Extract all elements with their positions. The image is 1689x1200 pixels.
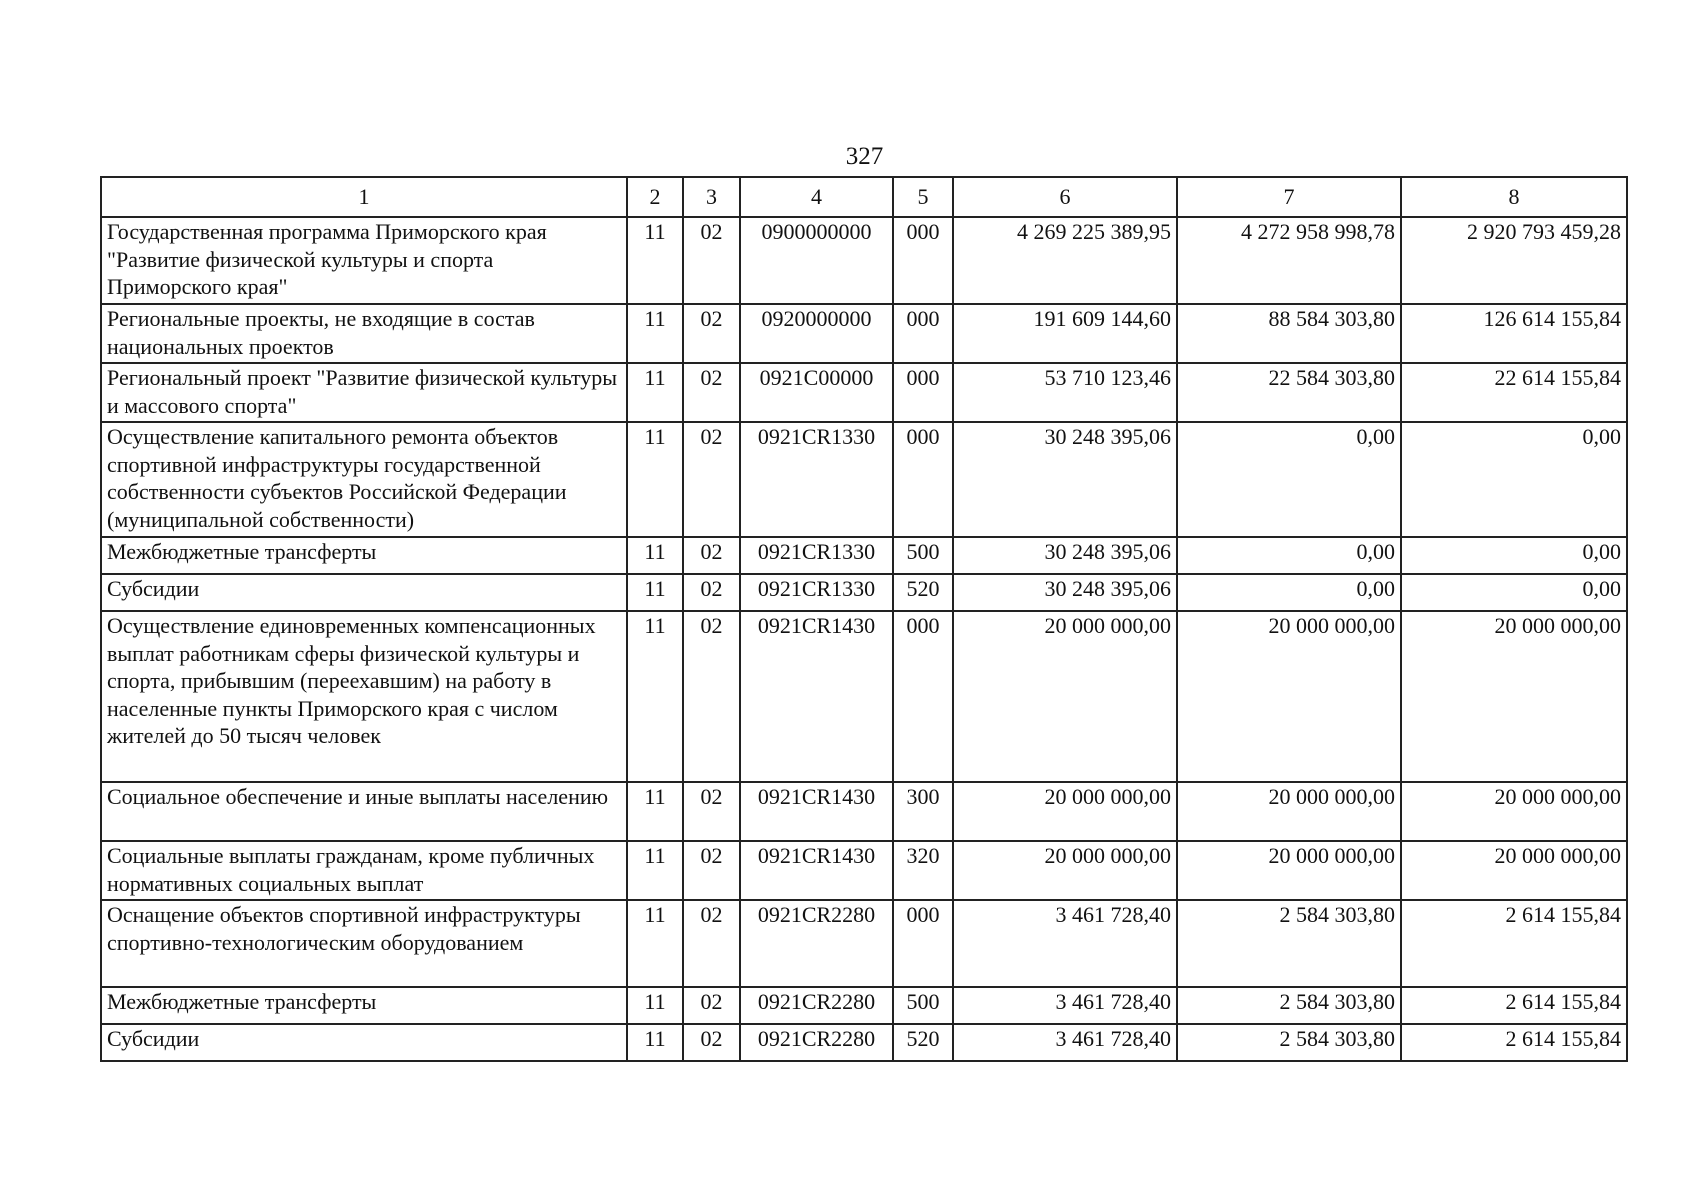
header-row bbox=[101, 177, 1627, 217]
target-article-code: 0921CR2280 bbox=[740, 987, 893, 1024]
amount-col-7: 22 584 303,80 bbox=[1177, 363, 1401, 422]
amount-col-6: 4 269 225 389,95 bbox=[953, 217, 1177, 304]
amount-col-7: 0,00 bbox=[1177, 574, 1401, 611]
amount-col-6: 20 000 000,00 bbox=[953, 841, 1177, 900]
amount-col-6: 30 248 395,06 bbox=[953, 537, 1177, 574]
column-header: 3 bbox=[683, 177, 740, 217]
target-article-code: 0921CR2280 bbox=[740, 900, 893, 987]
section-code: 11 bbox=[627, 987, 683, 1024]
amount-col-7: 0,00 bbox=[1177, 537, 1401, 574]
target-article-code: 0921CR1330 bbox=[740, 574, 893, 611]
amount-col-7: 4 272 958 998,78 bbox=[1177, 217, 1401, 304]
subsection-code: 02 bbox=[683, 611, 740, 782]
amount-col-6: 30 248 395,06 bbox=[953, 574, 1177, 611]
amount-col-8: 22 614 155,84 bbox=[1401, 363, 1627, 422]
subsection-code: 02 bbox=[683, 574, 740, 611]
amount-col-6: 53 710 123,46 bbox=[953, 363, 1177, 422]
expense-type-code: 300 bbox=[893, 782, 953, 841]
table-row bbox=[101, 537, 1627, 574]
expense-type-code: 520 bbox=[893, 1024, 953, 1061]
expense-type-code: 000 bbox=[893, 422, 953, 537]
row-name: Региональные проекты, не входящие в состав национальных проектов bbox=[101, 304, 627, 363]
expense-type-code: 500 bbox=[893, 537, 953, 574]
amount-col-8: 20 000 000,00 bbox=[1401, 611, 1627, 782]
expense-type-code: 520 bbox=[893, 574, 953, 611]
section-code: 11 bbox=[627, 422, 683, 537]
row-name: Социальные выплаты гражданам, кроме публичных нормативных социальных выплат bbox=[101, 841, 627, 900]
section-code: 11 bbox=[627, 363, 683, 422]
target-article-code: 0921CR1430 bbox=[740, 841, 893, 900]
amount-col-8: 20 000 000,00 bbox=[1401, 841, 1627, 900]
row-name: Субсидии bbox=[101, 574, 627, 611]
target-article-code: 0921CR1430 bbox=[740, 782, 893, 841]
amount-col-8: 0,00 bbox=[1401, 422, 1627, 537]
subsection-code: 02 bbox=[683, 422, 740, 537]
amount-col-6: 3 461 728,40 bbox=[953, 1024, 1177, 1061]
row-name: Межбюджетные трансферты bbox=[101, 987, 627, 1024]
row-name: Осуществление капитального ремонта объектов спортивной инфраструктуры государственной собственности субъектов Российской Федерации (муниципальной собственности) bbox=[101, 422, 627, 537]
subsection-code: 02 bbox=[683, 987, 740, 1024]
subsection-code: 02 bbox=[683, 841, 740, 900]
subsection-code: 02 bbox=[683, 217, 740, 304]
amount-col-6: 20 000 000,00 bbox=[953, 782, 1177, 841]
column-header: 4 bbox=[740, 177, 893, 217]
expense-type-code: 000 bbox=[893, 217, 953, 304]
table-row bbox=[101, 363, 1627, 422]
amount-col-8: 0,00 bbox=[1401, 574, 1627, 611]
amount-col-8: 2 614 155,84 bbox=[1401, 1024, 1627, 1061]
row-name: Государственная программа Приморского края "Развитие физической культуры и спорта Приморского края" bbox=[101, 217, 627, 304]
amount-col-8: 2 614 155,84 bbox=[1401, 900, 1627, 987]
expense-type-code: 320 bbox=[893, 841, 953, 900]
target-article-code: 0921CR1330 bbox=[740, 537, 893, 574]
expense-type-code: 500 bbox=[893, 987, 953, 1024]
target-article-code: 0900000000 bbox=[740, 217, 893, 304]
section-code: 11 bbox=[627, 574, 683, 611]
table-row bbox=[101, 574, 1627, 611]
amount-col-6: 30 248 395,06 bbox=[953, 422, 1177, 537]
subsection-code: 02 bbox=[683, 304, 740, 363]
target-article-code: 0921CR1430 bbox=[740, 611, 893, 782]
column-header: 6 bbox=[953, 177, 1177, 217]
table-row bbox=[101, 304, 1627, 363]
amount-col-7: 20 000 000,00 bbox=[1177, 841, 1401, 900]
subsection-code: 02 bbox=[683, 363, 740, 422]
table-row bbox=[101, 987, 1627, 1024]
page-number: 327 bbox=[845, 143, 884, 170]
row-name: Субсидии bbox=[101, 1024, 627, 1061]
row-name: Оснащение объектов спортивной инфраструктуры спортивно-технологическим оборудованием bbox=[101, 900, 627, 987]
amount-col-8: 126 614 155,84 bbox=[1401, 304, 1627, 363]
amount-col-6: 20 000 000,00 bbox=[953, 611, 1177, 782]
amount-col-6: 3 461 728,40 bbox=[953, 900, 1177, 987]
table-row bbox=[101, 611, 1627, 782]
row-name: Осуществление единовременных компенсационных выплат работникам сферы физической культуры и спорта, прибывшим (переехавшим) на работу в населенные пункты Приморского края с числом жителей до 50 тысяч человек bbox=[101, 611, 627, 782]
section-code: 11 bbox=[627, 217, 683, 304]
section-code: 11 bbox=[627, 782, 683, 841]
amount-col-7: 20 000 000,00 bbox=[1177, 782, 1401, 841]
amount-col-7: 88 584 303,80 bbox=[1177, 304, 1401, 363]
table-row bbox=[101, 782, 1627, 841]
amount-col-6: 191 609 144,60 bbox=[953, 304, 1177, 363]
amount-col-8: 2 920 793 459,28 bbox=[1401, 217, 1627, 304]
target-article-code: 0920000000 bbox=[740, 304, 893, 363]
amount-col-7: 2 584 303,80 bbox=[1177, 900, 1401, 987]
amount-col-8: 20 000 000,00 bbox=[1401, 782, 1627, 841]
column-header: 7 bbox=[1177, 177, 1401, 217]
subsection-code: 02 bbox=[683, 900, 740, 987]
row-name: Межбюджетные трансферты bbox=[101, 537, 627, 574]
section-code: 11 bbox=[627, 1024, 683, 1061]
expense-type-code: 000 bbox=[893, 611, 953, 782]
amount-col-7: 20 000 000,00 bbox=[1177, 611, 1401, 782]
row-name: Региональный проект "Развитие физической культуры и массового спорта" bbox=[101, 363, 627, 422]
target-article-code: 0921C00000 bbox=[740, 363, 893, 422]
column-header: 2 bbox=[627, 177, 683, 217]
amount-col-8: 0,00 bbox=[1401, 537, 1627, 574]
row-name: Социальное обеспечение и иные выплаты населению bbox=[101, 782, 627, 841]
amount-col-8: 2 614 155,84 bbox=[1401, 987, 1627, 1024]
subsection-code: 02 bbox=[683, 537, 740, 574]
amount-col-7: 0,00 bbox=[1177, 422, 1401, 537]
table-row bbox=[101, 422, 1627, 537]
section-code: 11 bbox=[627, 900, 683, 987]
section-code: 11 bbox=[627, 304, 683, 363]
table-row bbox=[101, 900, 1627, 987]
amount-col-7: 2 584 303,80 bbox=[1177, 987, 1401, 1024]
section-code: 11 bbox=[627, 841, 683, 900]
column-header: 8 bbox=[1401, 177, 1627, 217]
expense-type-code: 000 bbox=[893, 900, 953, 987]
subsection-code: 02 bbox=[683, 782, 740, 841]
amount-col-6: 3 461 728,40 bbox=[953, 987, 1177, 1024]
table-row bbox=[101, 841, 1627, 900]
section-code: 11 bbox=[627, 611, 683, 782]
subsection-code: 02 bbox=[683, 1024, 740, 1061]
table-row bbox=[101, 217, 1627, 304]
amount-col-7: 2 584 303,80 bbox=[1177, 1024, 1401, 1061]
expense-type-code: 000 bbox=[893, 363, 953, 422]
table-row bbox=[101, 1024, 1627, 1061]
section-code: 11 bbox=[627, 537, 683, 574]
column-header: 1 bbox=[101, 177, 627, 217]
budget-table bbox=[100, 176, 1628, 1062]
target-article-code: 0921CR2280 bbox=[740, 1024, 893, 1061]
target-article-code: 0921CR1330 bbox=[740, 422, 893, 537]
column-header: 5 bbox=[893, 177, 953, 217]
expense-type-code: 000 bbox=[893, 304, 953, 363]
